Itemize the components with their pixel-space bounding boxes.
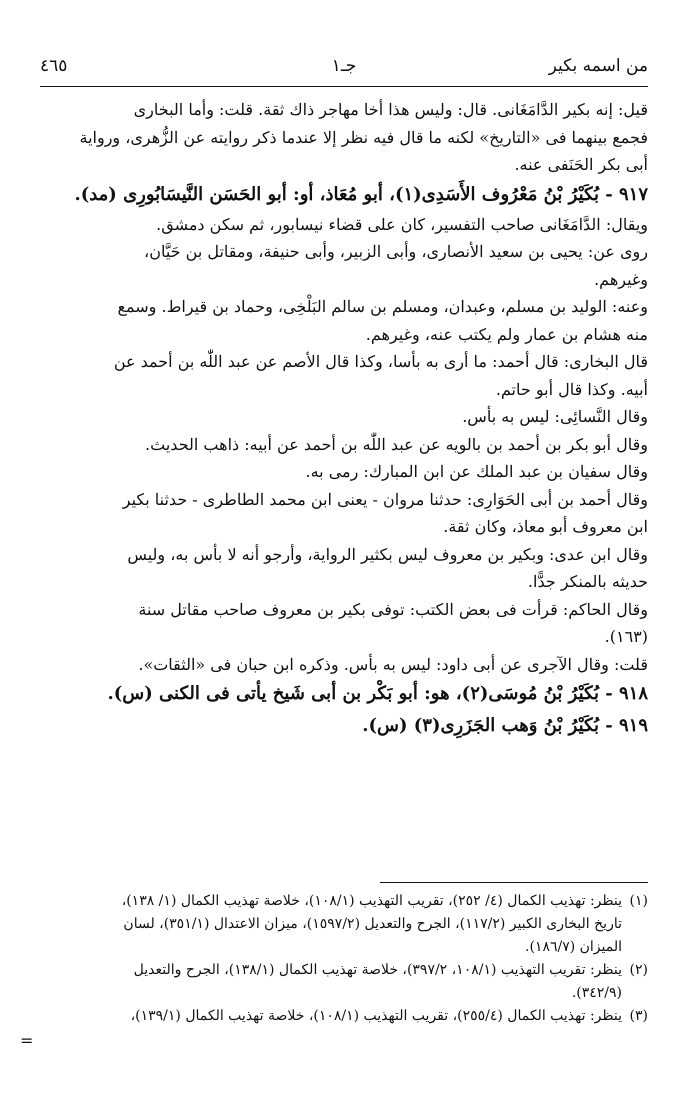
text-line: روى عن: يحيى بن سعيد الأنصارى، وأبى الزبير، وأبى حنيفة، ومقاتل بن حَيَّان،	[144, 242, 648, 261]
text-line: وقال أبو بكر بن أحمد بن بالويه عن عبد اللّٰه بن أحمد عن أبيه: ذاهب الحديث.	[145, 434, 648, 454]
footnote-text: (٣٤٢/٩).	[571, 985, 622, 1001]
text-line: وقال الحاكم: قرأت فى بعض الكتب: توفى بكير بن معروف صاحب مقاتل سنة	[138, 599, 648, 619]
text-line: منه هشام بن عمار ولم يكتب عنه، وغيرهم.	[365, 324, 648, 344]
text-line: وقال سفيان بن عبد الملك عن ابن المبارك: رمى به.	[305, 462, 648, 481]
text-line: (١٦٣).	[604, 627, 648, 646]
footnote-number: (١)	[629, 893, 648, 909]
text-line: أبيه. وكذا قال أبو حاتم.	[495, 379, 648, 399]
text-line: فجمع بينهما فى «التاريخ» لكنه ما قال فيه نظر إلا عندما ذكر روايته عن الزُّهرى، ورواية	[79, 127, 648, 147]
margin-mark: =	[20, 1031, 34, 1050]
footnote-line	[36, 913, 648, 936]
footnote-rule	[380, 882, 648, 883]
footnote-text: ينظر: تهذيب الكمال (٢٥٥/٤)، تقريب التهذيب (١٠٨/١)، خلاصة تهذيب الكمال (١٣٩/١)،	[130, 1008, 622, 1024]
text-line: وعنه: الوليد بن مسلم، وعبدان، ومسلم بن سالم البَلْخِى، وحماد بن قيراط. وسمع	[117, 297, 648, 316]
text-line: حديثه بالمنكر جدًّا.	[527, 572, 648, 591]
footnote-text: ينظر: تهذيب الكمال (٤/ ٢٥٢)، تقريب التهذيب (١٠٨/١)، خلاصة تهذيب الكمال (١/ ١٣٨)،	[121, 893, 622, 909]
text-line: أبى بكر الحَنَفى عنه.	[514, 155, 648, 174]
footnote-line	[36, 1005, 648, 1028]
header-section-title: من اسمه بكير	[548, 56, 648, 76]
text-line: قال البخارى: قال أحمد: ما أرى به بأسا، وكذا قال الأصم عن عبد اللّٰه بن أحمد عن	[113, 352, 648, 371]
text-line: ويقال: الدَّامَغَانى صاحب التفسير، كان على قضاء نيسابور، ثم سكن دمشق.	[156, 214, 648, 234]
text-line: وقال ابن عدى: وبكير بن معروف ليس بكثير الرواية، وأرجو أنه لا بأس به، وليس	[127, 544, 648, 564]
text-line: وغيرهم.	[594, 269, 648, 289]
footnote-number: (٣)	[629, 1008, 648, 1024]
main-text	[40, 96, 648, 742]
text-line: قيل: إنه بكير الدَّامَغَانى. قال: وليس هذا أخا مهاجر ذاك ثقة. قلت: وأما البخارى	[133, 100, 648, 119]
footnote-line	[36, 890, 648, 913]
footnote-line	[36, 959, 648, 982]
page-number: ٤٦٥	[40, 56, 68, 76]
biography-entry-heading: ٩١٩ - بُكَيْرُ بْنُ وَهب الجَزَرِى(٣) (س).	[362, 715, 648, 736]
text-line: وقال أحمد بن أبى الحَوَارِى: حدثنا مروان - يعنى ابن محمد الطاطرى - حدثنا بكير	[122, 489, 648, 509]
footnotes	[36, 890, 648, 1028]
biography-entry-heading: ٩١٨ - بُكَيْرُ بْنُ مُوسَى(٢)، هو: أبو بَكْر بن أبى شَيخ يأتى فى الكنى (س).	[107, 683, 648, 704]
header-rule	[40, 86, 648, 87]
footnote-text: الميزان (١٨٦/٧).	[525, 939, 622, 955]
footnote-text: ينظر: تقريب التهذيب (١٠٨/١، ٣٩٧/٢)، خلاصة تهذيب الكمال (١٣٨/١)، الجرح والتعديل	[133, 962, 622, 978]
footnote-text: تاريخ البخارى الكبير (١١٧/٢)، الجرح والتعديل (١٥٩٧/٢)، ميزان الاعتدال (٣٥١/١)، لسان	[123, 916, 622, 932]
biography-entry-heading: ٩١٧ - بُكَيْرُ بْنُ مَعْرُوف الأَسَدِى(١)، أبو مُعَاذ، أو: أبو الحَسَن النَّيسَابُورِى (مد).	[74, 183, 648, 205]
text-line: ابن معروف أبو معاذ، وكان ثقة.	[443, 517, 648, 536]
running-header	[40, 56, 648, 86]
header-volume: جـ١	[331, 56, 357, 76]
text-line: وقال النَّسائِى: ليس به بأس.	[462, 407, 648, 426]
text-line: قلت: وقال الآجرى عن أبى داود: ليس به بأس. وذكره ابن حبان فى «الثقات».	[138, 654, 648, 674]
footnote-number: (٢)	[629, 962, 648, 978]
footnote-line	[36, 982, 648, 1005]
footnote-line	[36, 936, 648, 959]
